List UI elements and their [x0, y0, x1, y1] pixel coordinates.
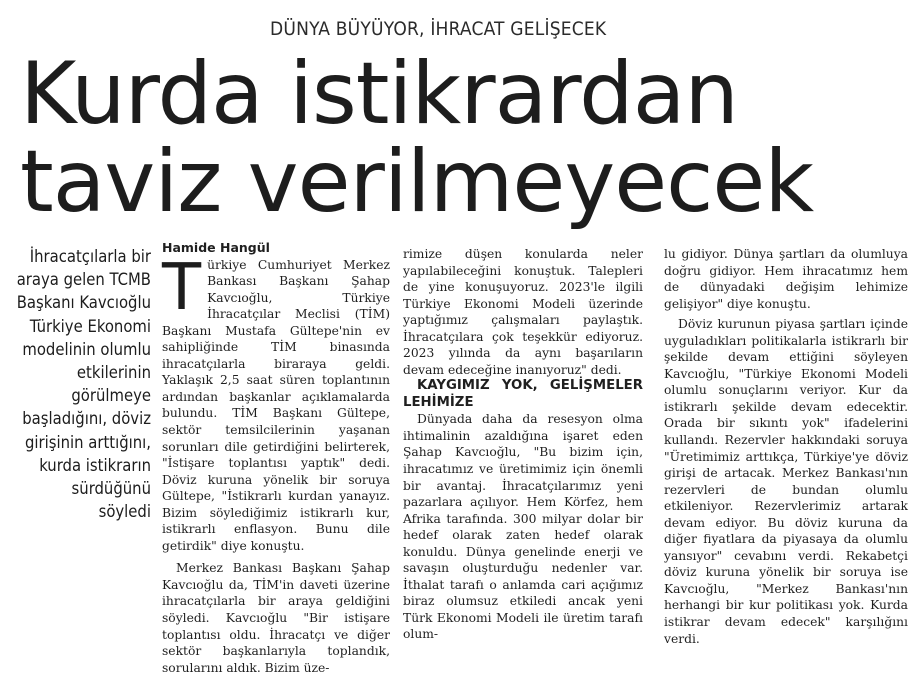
headline-line-1: Kurda istikrardan [20, 44, 738, 144]
article-paragraph: lu gidiyor. Dünya şartları da olumluya doğru gidiyor. Hem ihracatımız hem de dünyadaki değişim lehimize gelişiyor" diye konuştu. [664, 247, 908, 311]
dropcap: T [162, 250, 202, 325]
article-paragraph [162, 250, 390, 555]
article-text: ürkiye Cumhuriyet Merkez Bankası Başkanı Şahap Kavcıoğlu, Türkiye İhracatçılar Meclisi (TİM) Başkanı Mustafa Gültepe'nin ev sahipliğinde TİM binasında ihracatçılarla biraraya geldi. Yaklaşık 2,5 saat süren toplantının ardından başkanlar açıklamalarda bulundu. TİM Başkanı Gültepe, sektör temsilcilerinin yaşanan sorunları dile getirdiğini belirterek, "İstişare toplantısı yaptık" dedi. Döviz kuruna yönelik bir soruya Gültepe, "İstikrarlı kurdan yanayız. Bizim söylediğimiz istikrarlı kur, istikrarlı enflasyon. Bunu dile getirdik" diye konuştu. [162, 257, 390, 553]
article-column-3 [664, 246, 908, 647]
article-paragraph: rimize düşen konularda neler yapılabileceğini konuştuk. Talepleri de yine konuşuyoruz. 2023'le ilgili Türkiye Ekonomi Modeli üzerinde yaptığımız çalışmaları paylaştık. İhracatçılara çok teşekkür ediyoruz. 2023 yılında da aynı başarıların devam edeceğine inanıyoruz" dedi. [403, 247, 643, 377]
article-column-1 [162, 240, 390, 676]
section-subhead: KAYGIMIZ YOK, GELİŞMELER LEHİMİZE [403, 378, 643, 410]
article-paragraph: Dünyada daha da resesyon olma ihtimalinin azaldığına işaret eden Şahap Kavcıoğlu, "Bu bizim için, ihracatımız ve üretimimiz için önemli bir avantaj. İhracatçılarımız yeni pazarlara açılıyor. Hem Körfez, hem Afrika tarafında. 300 milyar dolar bir hedef olarak zaten hedef olarak konuldu. Dünya genelinde enerji ve savaşın oluşturduğu nedenler var. İthalat tarafı o anlamda cari açığımız biraz olumsuz etkiledi ancak yeni Türk Ekonomi Modeli ile üretim tarafı olum- [403, 412, 643, 642]
headline-line-2: taviz verilmeyecek [20, 132, 814, 232]
article-paragraph: Merkez Bankası Başkanı Şahap Kavcıoğlu da, TİM'in daveti üzerine ihracatçılarla bir araya geldiğini söyledi. Kavcıoğlu "Bir istişare toplantısı oldu. İhracatçı ve diğer sektör başkanlarıyla toplandık, sorularını aldık. Bizim üze- [162, 561, 390, 675]
lead-summary: İhracatçılarla bir araya gelen TCMB Başkanı Kavcıoğlu Türkiye Ekonomi modelinin olumlu etkilerinin görülmeye başladığını, döviz girişinin arttığını, kurda istikrarın sürdüğünü söyledi [16, 247, 151, 522]
article-paragraph: Döviz kurunun piyasa şartları içinde uyguladıkları politikalarla istikrarlı bir şekilde devam ettiğini söyleyen Kavcıoğlu, "Türkiye Ekonomi Modeli olumlu sonuçlarını veriyor. Kur da istikrarlı şekilde devam edecektir. Orada bir sıkıntı yok" ifadelerini kullandı. Rezervler hakkındaki soruya "Üretimimiz arttıkça, Türkiye'ye döviz girişi de artacak. Merkez Bankası'nın rezervleri de bundan olumlu etkileniyor. Rezervlerimiz artarak devam ediyor. Bu döviz kuruna da diğer fiyatlara da piyasaya da olumlu yansıyor" cevabını verdi. Rekabetçi döviz kuruna yönelik bir soruya ise Kavcıoğlu, "Merkez Bankası'nın herhangi bir kur politikası yok. Kurda istikrar devam edecek" karşılığını verdi. [664, 317, 908, 646]
kicker: DÜNYA BÜYÜYOR, İHRACAT GELİŞECEK [270, 18, 607, 40]
byline: Hamide Hangül [162, 240, 270, 255]
article-column-2 [403, 246, 643, 643]
headline [20, 44, 910, 232]
